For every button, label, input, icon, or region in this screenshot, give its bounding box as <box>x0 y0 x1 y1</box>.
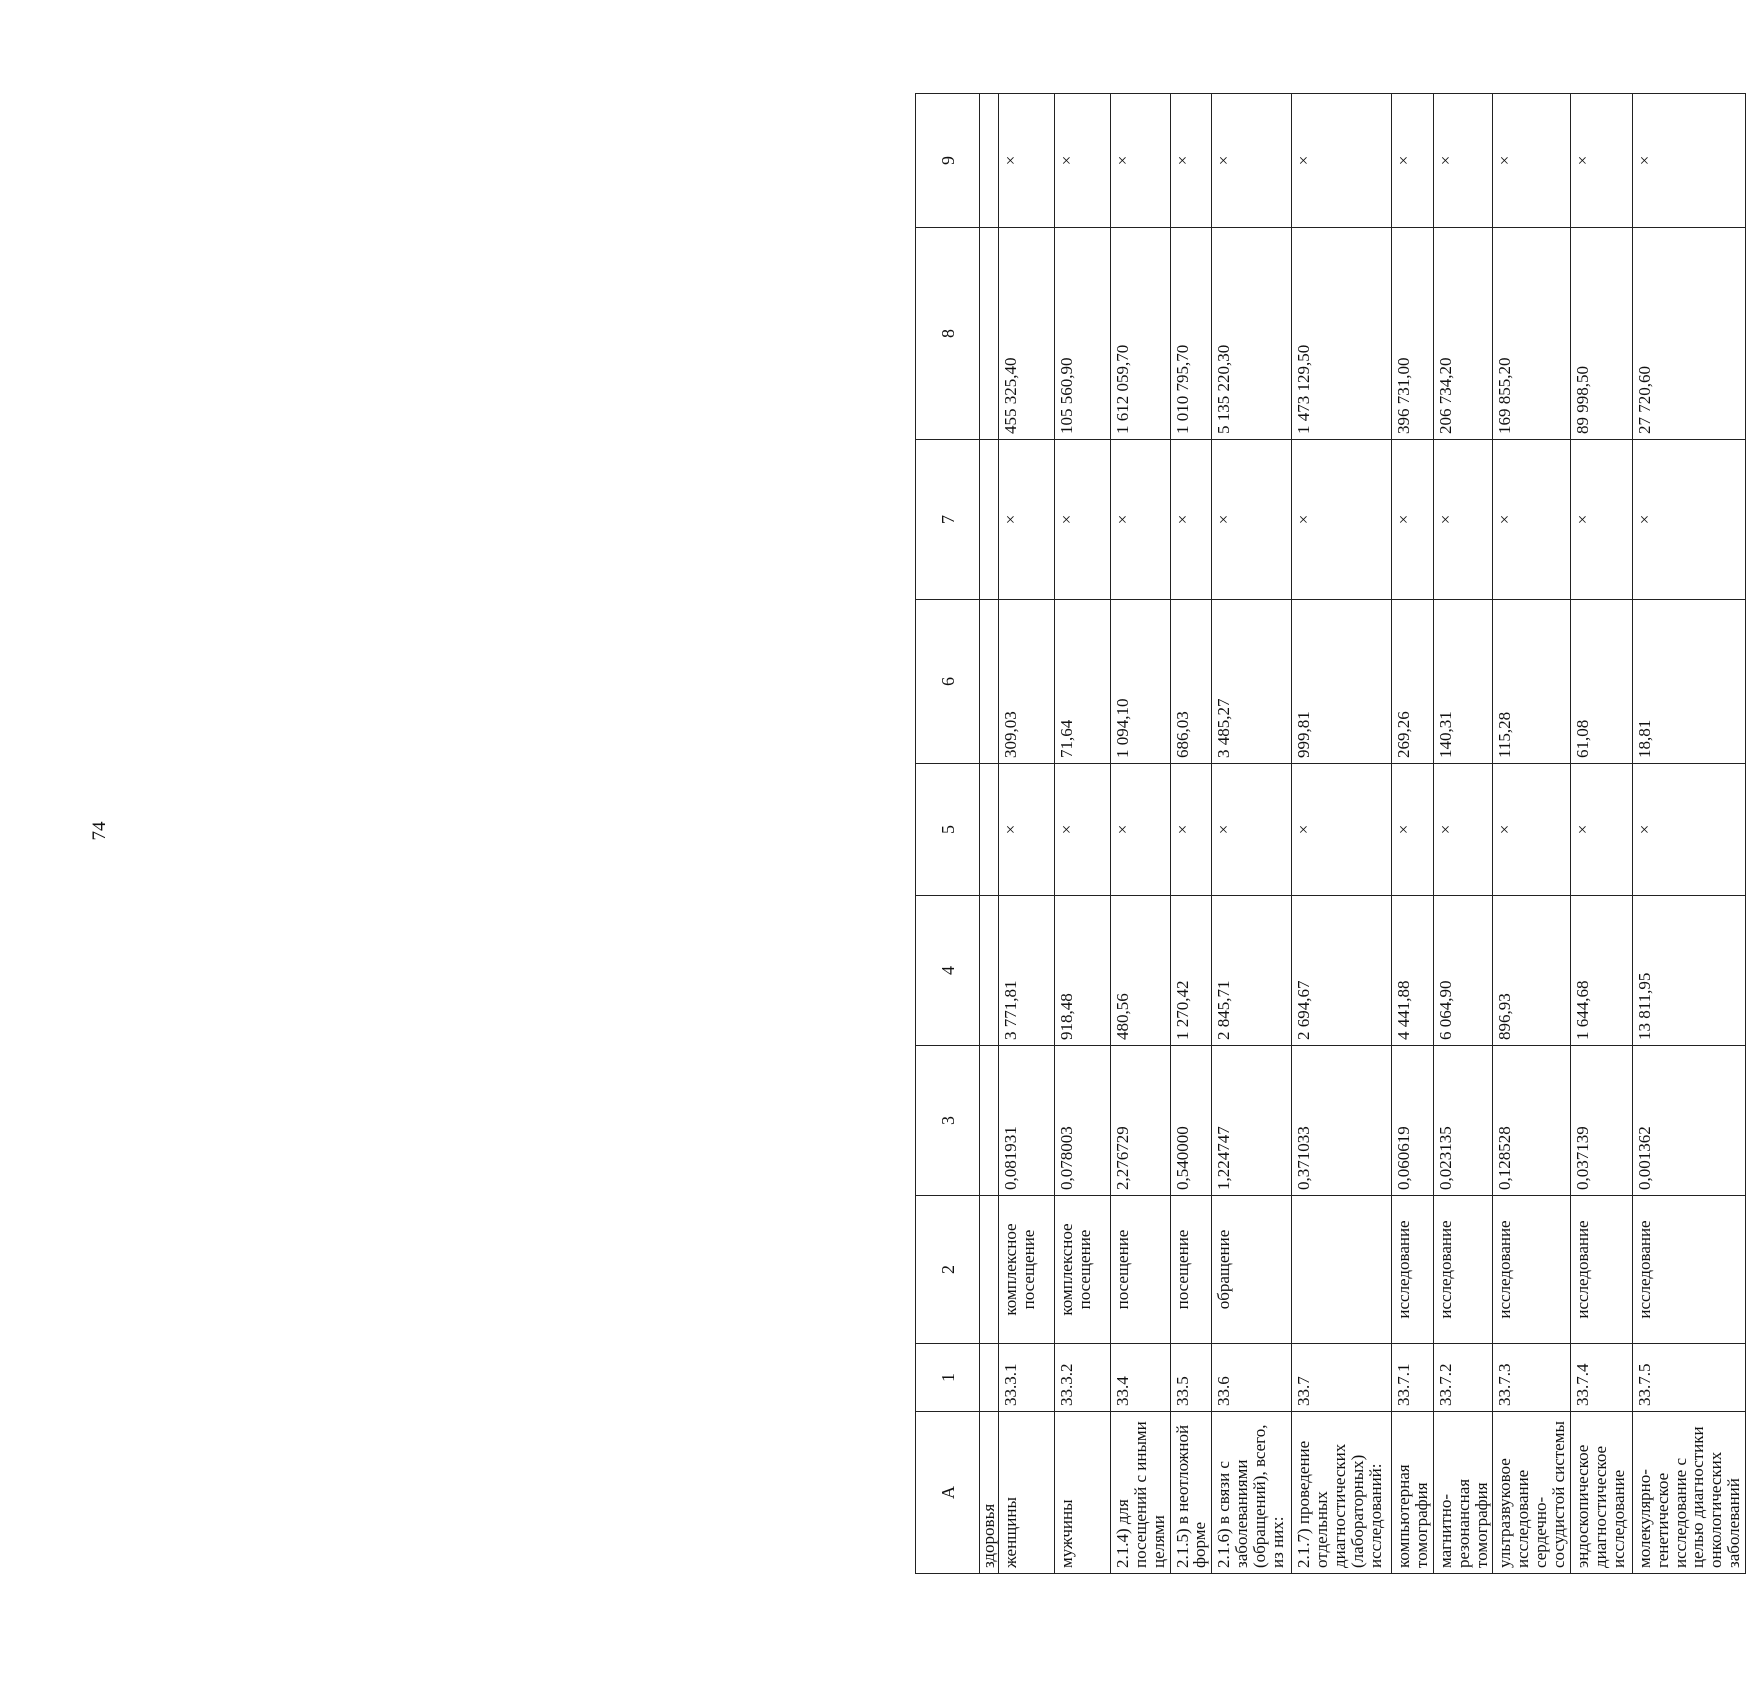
row-col8: 1 612 059,70 <box>1111 228 1171 440</box>
row-col7: × <box>1632 440 1745 600</box>
table-row <box>1292 94 1392 1574</box>
row-code: 33.4 <box>1111 1344 1171 1412</box>
row-col7: × <box>1493 440 1570 600</box>
row-col8: 169 855,20 <box>1493 228 1570 440</box>
row-name: женщины <box>999 1412 1055 1574</box>
row-col8: 1 473 129,50 <box>1292 228 1392 440</box>
row-unit: исследование <box>1392 1196 1434 1344</box>
header-row <box>916 94 980 1574</box>
row-norm: 2,276729 <box>1111 1046 1171 1196</box>
row-col7: × <box>1055 440 1111 600</box>
header-cell-6: 6 <box>916 600 980 764</box>
row-col7: × <box>999 440 1055 600</box>
row-name: магнитно-резонансная томография <box>1433 1412 1493 1574</box>
row-unit: комплексное посещение <box>999 1196 1055 1344</box>
row-col6: 3 485,27 <box>1212 600 1292 764</box>
header-cell-1: 1 <box>916 1344 980 1412</box>
row-norm: 0,128528 <box>1493 1046 1570 1196</box>
header-cell-a: A <box>916 1412 980 1574</box>
row-code: 33.6 <box>1212 1344 1292 1412</box>
row-name: 2.1.6) в связи с заболеваниями (обращений), всего, из них: <box>1212 1412 1292 1574</box>
row-col8: 206 734,20 <box>1433 228 1493 440</box>
row-col9: × <box>1392 94 1434 228</box>
row-col5: × <box>1493 764 1570 896</box>
row-col8: 89 998,50 <box>1570 228 1632 440</box>
row-code: 33.7.3 <box>1493 1344 1570 1412</box>
row-code: 33.7.1 <box>1392 1344 1434 1412</box>
row-col7: × <box>1433 440 1493 600</box>
table-row <box>1433 94 1493 1574</box>
row-col5: × <box>1170 764 1212 896</box>
row-name: 2.1.5) в неотложной форме <box>1170 1412 1212 1574</box>
row-col8: 396 731,00 <box>1392 228 1434 440</box>
table-row <box>1493 94 1570 1574</box>
row-col6: 999,81 <box>1292 600 1392 764</box>
table-body <box>980 94 1746 1574</box>
row-code: 33.3.2 <box>1055 1344 1111 1412</box>
row-cost: 896,93 <box>1493 896 1570 1046</box>
row-unit: комплексное посещение <box>1055 1196 1111 1344</box>
row-col5: × <box>1632 764 1745 896</box>
row-unit: посещение <box>1170 1196 1212 1344</box>
row-norm: 0,540000 <box>1170 1046 1212 1196</box>
row-unit: обращение <box>1212 1196 1292 1344</box>
row-unit: исследование <box>1632 1196 1745 1344</box>
table-row <box>1170 94 1212 1574</box>
row-code: 33.3.1 <box>999 1344 1055 1412</box>
row-code: 33.5 <box>1170 1344 1212 1412</box>
row-col6: 309,03 <box>999 600 1055 764</box>
row-norm: 0,023135 <box>1433 1046 1493 1196</box>
row-code: 33.7 <box>1292 1344 1392 1412</box>
row-col7: × <box>1570 440 1632 600</box>
row-cost: 918,48 <box>1055 896 1111 1046</box>
table-row <box>1212 94 1292 1574</box>
row-unit <box>1292 1196 1392 1344</box>
row-col9: × <box>1493 94 1570 228</box>
row-norm: 1,224747 <box>1212 1046 1292 1196</box>
row-cost: 2 694,67 <box>1292 896 1392 1046</box>
row-col6: 71,64 <box>1055 600 1111 764</box>
continuation-text: здоровья <box>980 1412 999 1574</box>
row-col5: × <box>1570 764 1632 896</box>
row-col7: × <box>1392 440 1434 600</box>
row-unit: посещение <box>1111 1196 1171 1344</box>
row-col6: 140,31 <box>1433 600 1493 764</box>
header-cell-9: 9 <box>916 94 980 228</box>
table-row <box>1055 94 1111 1574</box>
row-name: 2.1.4) для посещений с иными целями <box>1111 1412 1171 1574</box>
row-col5: × <box>999 764 1055 896</box>
row-norm: 0,060619 <box>1392 1046 1434 1196</box>
header-cell-4: 4 <box>916 896 980 1046</box>
row-code: 33.7.5 <box>1632 1344 1745 1412</box>
row-col8: 27 720,60 <box>1632 228 1745 440</box>
continuation-row <box>980 94 999 1574</box>
row-norm: 0,001362 <box>1632 1046 1745 1196</box>
row-cost: 1 270,42 <box>1170 896 1212 1046</box>
row-col8: 1 010 795,70 <box>1170 228 1212 440</box>
row-col6: 1 094,10 <box>1111 600 1171 764</box>
row-col9: × <box>999 94 1055 228</box>
row-norm: 0,078003 <box>1055 1046 1111 1196</box>
row-unit: исследование <box>1570 1196 1632 1344</box>
row-norm: 0,371033 <box>1292 1046 1392 1196</box>
row-code: 33.7.2 <box>1433 1344 1493 1412</box>
row-col6: 61,08 <box>1570 600 1632 764</box>
row-col9: × <box>1433 94 1493 228</box>
row-cost: 480,56 <box>1111 896 1171 1046</box>
row-col9: × <box>1111 94 1171 228</box>
table-row <box>1570 94 1632 1574</box>
row-name: молекулярно-генетическое исследование с целью диагностики онкологических заболеваний <box>1632 1412 1745 1574</box>
row-name: ультразвуковое исследование сердечно-сосудистой системы <box>1493 1412 1570 1574</box>
row-col5: × <box>1292 764 1392 896</box>
row-col6: 18,81 <box>1632 600 1745 764</box>
row-name: компьютерная томография <box>1392 1412 1434 1574</box>
row-col7: × <box>1212 440 1292 600</box>
row-col6: 115,28 <box>1493 600 1570 764</box>
row-col9: × <box>1170 94 1212 228</box>
row-code: 33.7.4 <box>1570 1344 1632 1412</box>
row-name: 2.1.7) проведение отдельных диагностических (лабораторных) исследований: <box>1292 1412 1392 1574</box>
row-col9: × <box>1632 94 1745 228</box>
row-col5: × <box>1433 764 1493 896</box>
row-col7: × <box>1292 440 1392 600</box>
header-cell-8: 8 <box>916 228 980 440</box>
table-row <box>1111 94 1171 1574</box>
row-col9: × <box>1212 94 1292 228</box>
row-col7: × <box>1170 440 1212 600</box>
row-cost: 2 845,71 <box>1212 896 1292 1046</box>
row-col6: 686,03 <box>1170 600 1212 764</box>
row-cost: 13 811,95 <box>1632 896 1745 1046</box>
table-row <box>1392 94 1434 1574</box>
row-name: мужчины <box>1055 1412 1111 1574</box>
row-col6: 269,26 <box>1392 600 1434 764</box>
header-cell-2: 2 <box>916 1196 980 1344</box>
row-col5: × <box>1212 764 1292 896</box>
row-col5: × <box>1392 764 1434 896</box>
row-col7: × <box>1111 440 1171 600</box>
row-col8: 455 325,40 <box>999 228 1055 440</box>
row-norm: 0,081931 <box>999 1046 1055 1196</box>
row-cost: 3 771,81 <box>999 896 1055 1046</box>
row-col5: × <box>1111 764 1171 896</box>
row-cost: 4 441,88 <box>1392 896 1434 1046</box>
row-col9: × <box>1055 94 1111 228</box>
row-col5: × <box>1055 764 1111 896</box>
row-norm: 0,037139 <box>1570 1046 1632 1196</box>
row-col9: × <box>1570 94 1632 228</box>
row-name: эндоскопическое диагностическое исследование <box>1570 1412 1632 1574</box>
header-cell-5: 5 <box>916 764 980 896</box>
table-row <box>1632 94 1745 1574</box>
tariff-table <box>915 93 1746 1574</box>
row-col8: 105 560,90 <box>1055 228 1111 440</box>
row-cost: 1 644,68 <box>1570 896 1632 1046</box>
row-unit: исследование <box>1493 1196 1570 1344</box>
row-unit: исследование <box>1433 1196 1493 1344</box>
page-number: 74 <box>89 821 110 841</box>
row-col8: 5 135 220,30 <box>1212 228 1292 440</box>
row-col9: × <box>1292 94 1392 228</box>
header-cell-7: 7 <box>916 440 980 600</box>
table-row <box>999 94 1055 1574</box>
header-cell-3: 3 <box>916 1046 980 1196</box>
rotated-table-sheet <box>915 94 1744 1574</box>
row-cost: 6 064,90 <box>1433 896 1493 1046</box>
